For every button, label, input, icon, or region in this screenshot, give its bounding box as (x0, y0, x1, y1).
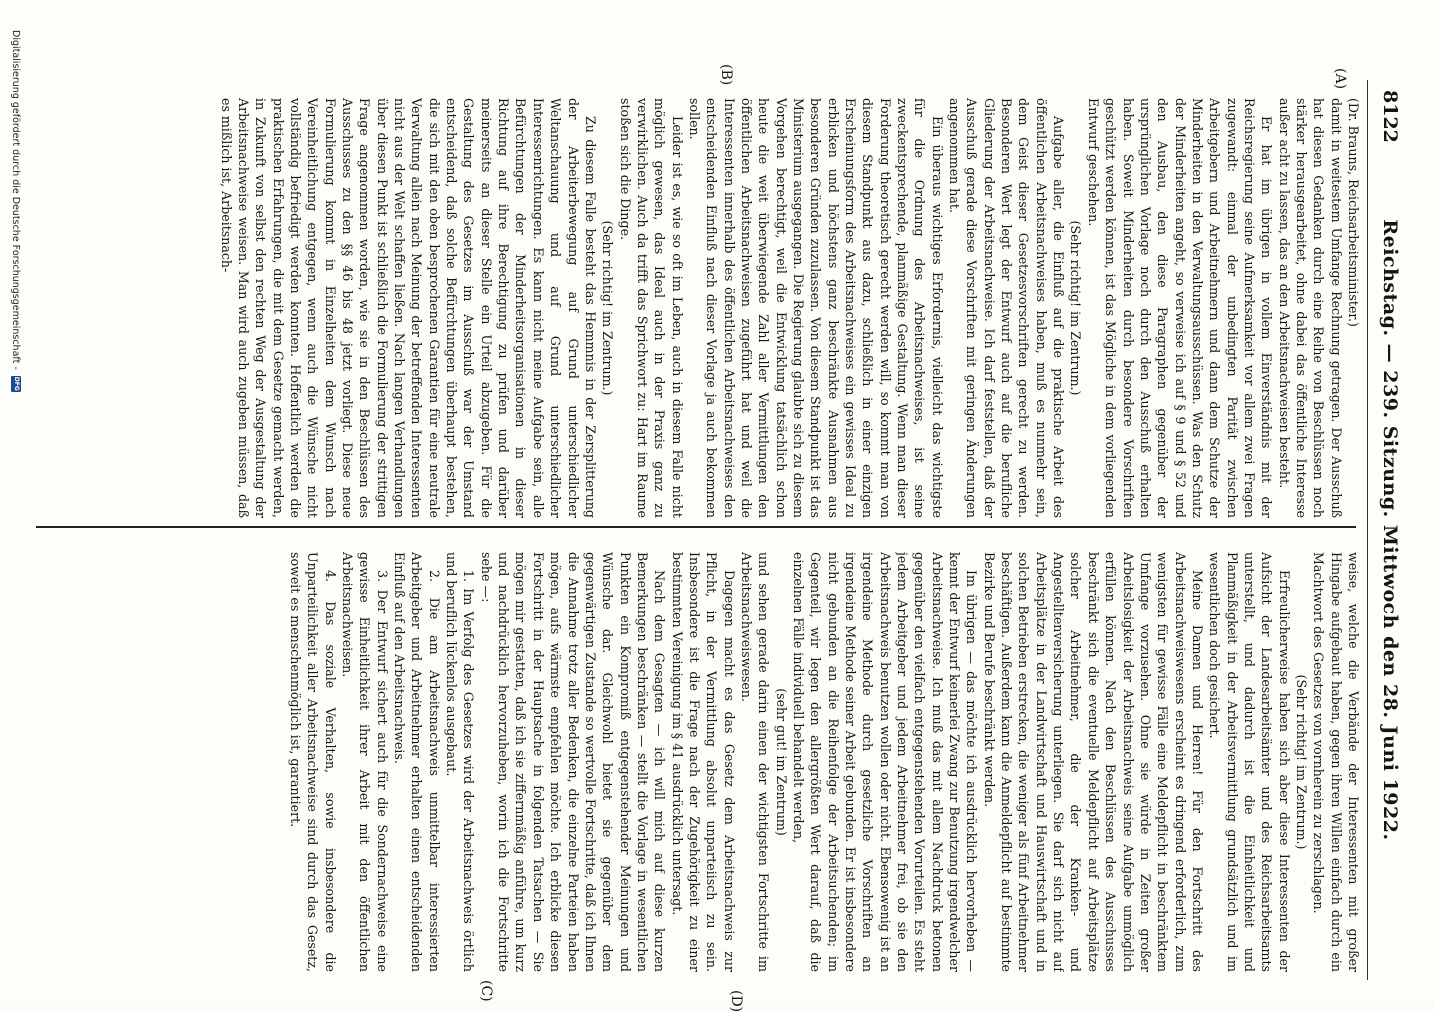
paragraph: Erfreulicherweise haben sich aber diese Interessenten der Aufsicht der Landesarbeitsämter und des Reichsarbeitsamts unterstellt, und dadurch ist die Einheitlichkeit und Planmäßigkeit in der Arbeitsvermittlung grundsätzlich und im wesentlichen doch gesichert. (1207, 552, 1292, 972)
left-text-column (32, 98, 1362, 518)
margin-marker-b: (B) (718, 64, 734, 86)
paragraph: Ein überaus wichtiges Erfordernis, vielleicht das wichtigste für die Ordnung des Arbeitsnachweises, ist seine zweckentsprechende, planmäßige Gestaltung. Wenn man dieser Forderung theoretisch gerecht werden will, so kommt man von diesem Standpunkt aus dazu, schließlich in einer einzigen Erscheinungsform des Arbeitsnachweises ein gewisses Ideal zu erblicken und höchstens ganz beschränkte Ausnahmen aus besonderen Gründen zuzulassen. Von diesem Standpunkt ist das Ministerium ausgegangen. Die Regierung glaubte sich zu diesem Vorgehen berechtigt, weil die Entwicklung tatsächlich schon heute die weit überwiegende Zahl aller Vermittlungen den öffentlichen Arbeitsnachweisen zugeführt hat und weil die Interessenten innerhalb des öffentlichen Arbeitsnachweises den entscheidenden Einfluß nach dieser Vorlage ja auch bekommen sollen. (686, 98, 945, 518)
paragraph: Nach dem Gesagten — ich will mich auf diese kurzen Bemerkungen beschränken — stellt die Vorlage in wesentlichen Punkten ein Kompromiß entgegenstehender Meinungen und Wünsche dar. Gleichwohl bietet sie gegenüber dem gegenwärtigen Zustande so wertvolle Fortschritte, daß ich Ihnen die Annahme trotz aller Bedenken, die einzelne Parteien haben mögen, aufs wärmste empfehlen möchte. Ich erblicke diesen Fortschritt in der Hauptsache in folgenden Tatsachen — Sie mögen mir gestatten, daß ich sie ziffernmäßig anführe, um kurz und nachdrücklich hervorzuheben, worin ich die Fortschritte sehe —: (478, 552, 668, 972)
paragraph: Er hat im übrigen in vollem Einverständnis mit der Reichsregierung seine Aufmerksamkeit vor allem zwei Fragen zugewandt: einmal der unbedingten Parität zwischen Arbeitgebern und Arbeitnehmern und dann dem Schutze der Minderheiten in den Verwaltungsausschüssen. Was den Schutz der Minderheiten angeht, so verweise ich auf § 9 und § 52 und den Ausbau, den diese Paragraphen gegenüber der ursprünglichen Vorlage noch durch den Ausschuß erhalten haben. Soweit Minderheiten durch besondere Vorschriften geschützt werden können, ist das Mögliche in dem vorliegenden Entwurf geschehen. (1085, 98, 1275, 518)
paragraph: Zu diesem Falle besteht das Hemmnis in der Zersplitterung der Arbeiterbewegung auf Grund unterschiedlicher Weltanschauung und auf Grund unterschiedlicher Interessenrichtungen. Es kann nicht meine Aufgabe sein, alle Befürchtungen der Minderheitsorganisationen in dieser Richtung auf ihre Berechtigung zu prüfen und darüber meinerseits an dieser Stelle ein Urteil abzugeben. Für die Gestaltung des Gesetzes im Ausschuß war der Umstand entscheidend, daß solche Befürchtungen überhaupt bestehen, die sich mit den oben besprochenen Garantien für eine neutrale Verwaltung allein nach Meinung der betreffenden Interessenten nicht aus der Welt schaffen ließen. Nach langen Verhandlungen über diesen Punkt ist schließlich die Formulierung der strittigen Frage angenommen worden, wie sie in den Beschlüssen des Ausschusses zu den §§ 46 bis 48 jetzt vorliegt. Diese neue Formulierung kommt in Einzelheiten dem Wunsch nach Vereinheitlichung entgegen, wenn auch die Wünsche nicht vollständig befriedigt werden konnten. Hoffentlich werden die praktischen Erfahrungen, die mit dem Gesetze gemacht werden, in Zukunft von selbst den rechten Weg der Ausgestaltung der Arbeitsnachweise weisen. Man wird auch zugeben müssen, daß es mißlich ist, Arbeitsnach- (218, 98, 598, 518)
footer-text: Digitalisierung gefördert durch die Deutsche Forschungsgemeinschaft - (10, 30, 22, 370)
digitization-footer (8, 30, 24, 930)
list-item: 4. Das soziale Verhalten, sowie insbesondere die Unparteilichkeit aller Arbeitsnachweise sind durch das Gesetz, soweit es menschenmöglich ist, garantiert. (288, 552, 338, 972)
speaker-line: (Dr. Brauns, Reichsarbeitsminister.) (1346, 98, 1361, 327)
list-item: 2. Die am Arbeitsnachweis unmittelbar interessierten Arbeitgeber und Arbeitnehmer erhalten einen entscheidenden Einfluß auf den Arbeitsnachweis. (392, 552, 442, 972)
paragraph: weise, welche die Verbände der Interessenten mit großer Hingabe aufgebaut haben, gegen ihren Willen einfach durch ein Machtwort des Gesetzes von vornherein zu zerschlagen. (1311, 552, 1361, 972)
page-number: 8122 (1379, 90, 1401, 143)
page-title: Reichstag. — 239. Sitzung. Mittwoch den 28. Juni 1922. (1379, 219, 1401, 841)
paragraph: Im übrigen — das möchte ich ausdrücklich hervorheben — kennt der Entwurf keinerlei Zwang zur Benutzung irgendwelcher Arbeitsnachweise. Ich muß das mit allem Nachdruck betonen gegenüber den vielfach entgegenstehenden Vorurteilen. Es steht jedem Arbeitgeber und jedem Arbeitnehmer frei, ob sie den Arbeitsnachweis benutzen wollen oder nicht. Ebensowenig ist an irgendeine Methode durch gesetzliche Vorschriften an irgendeine Methode seiner Arbeit gebunden. Er ist insbesondere nicht gebunden an die Reihenfolge der Arbeitsuchenden; im Gegenteil, wir legen den allergrößten Wert darauf, daß die einzelnen Fälle individuell behandelt werden, (791, 552, 980, 972)
interjection: (Sehr richtig! im Zentrum.) (600, 220, 616, 396)
list-item: 1. Im Verfolg des Gesetzes wird der Arbeitsnachweis örtlich und beruflich lückenlos ausgebaut. (444, 552, 477, 972)
paragraph: und sehen gerade darin einen der wichtigsten Fortschritte im Arbeitsnachweiswesen. (738, 552, 772, 972)
interjection: (Sehr richtig! im Zentrum.) (1068, 220, 1084, 396)
page-header (1376, 90, 1404, 970)
paragraph: Dagegen macht es das Gesetz dem Arbeitsnachweis zur Pflicht, in der Vermittlung absolut unparteiisch zu sein. Insbesondere ist die Frage nach der Zugehörigkeit zu einer bestimmten Vereinigung im § 41 ausdrücklich untersagt. (669, 552, 737, 972)
paragraph: damit in weitestem Umfange Rechnung getragen. Der Ausschuß hat diesen Gedanken durch eine Reihe von Beschlüssen noch stärker herausgearbeitet, ohne dabei das öffentliche Interesse außer acht zu lassen, das an den Arbeitsnachweisen besteht. (1276, 98, 1344, 518)
margin-marker-c: (C) (478, 980, 494, 1002)
dfg-logo-icon: DFG (13, 376, 20, 391)
right-text-column (32, 552, 1362, 972)
paragraph: Aufgabe aller, die Einfluß auf die praktische Arbeit des öffentlichen Arbeitsnachweises haben, muß es nunmehr sein, dem Geist dieser Gesetzesvorschriften gerecht zu werden. Besonderen Wert legt der Entwurf auch auf die berufliche Gliederung der Arbeitsnachweise. Ich darf feststellen, daß der Ausschuß gerade diese Vorschriften mit geringen Änderungen angenommen hat. (947, 98, 1067, 518)
header-rule (1367, 80, 1368, 980)
column-divider (36, 526, 1356, 528)
margin-marker-a: (A) (1332, 68, 1348, 90)
interjection: (Sehr richtig! im Zentrum.) (1293, 674, 1309, 850)
paragraph: Leider ist es, wie so oft im Leben, auch in diesem Falle nicht möglich gewesen, das Ideal auch in der Praxis ganz zu verwirklichen. Auch da trifft das Sprichwort zu: Hart im Raume stoßen sich die Dinge. (617, 98, 685, 518)
margin-marker-d: (D) (728, 990, 744, 1012)
paragraph: Meine Damen und Herren! Für den Fortschritt des Arbeitsnachweiswesens erscheint es dringend erforderlich, zum wenigsten für gewisse Fälle eine Meldepflicht in beschränktem Umfange vorzusehen. Ohne sie würde in Zeiten großer Arbeitslosigkeit der Arbeitsnachweis seine Aufgabe unmöglich erfüllen können. Nach den Beschlüssen des Ausschusses beschränkt sich die eventuelle Meldepflicht auf Arbeitsplätze solcher Arbeitnehmer, die der Kranken- und Angestelltenversicherung unterliegen. Sie darf sich nicht auf Arbeitsplätze in der Landwirtschaft und Hauswirtschaft und in solchen Betrieben erstrecken, die weniger als fünf Arbeitnehmer beschäftigen. Außerdem kann die Anmeldepflicht auf bestimmte Bezirke und Berufe beschränkt werden. (981, 552, 1205, 972)
interjection: (sehr gut! im Zentrum) (773, 688, 789, 836)
list-item: 3. Der Entwurf sichert auch für die Sondernachweise eine gewisse Einheitlichkeit ihrer Arbeit mit den öffentlichen Arbeitsnachweisen. (340, 552, 390, 972)
